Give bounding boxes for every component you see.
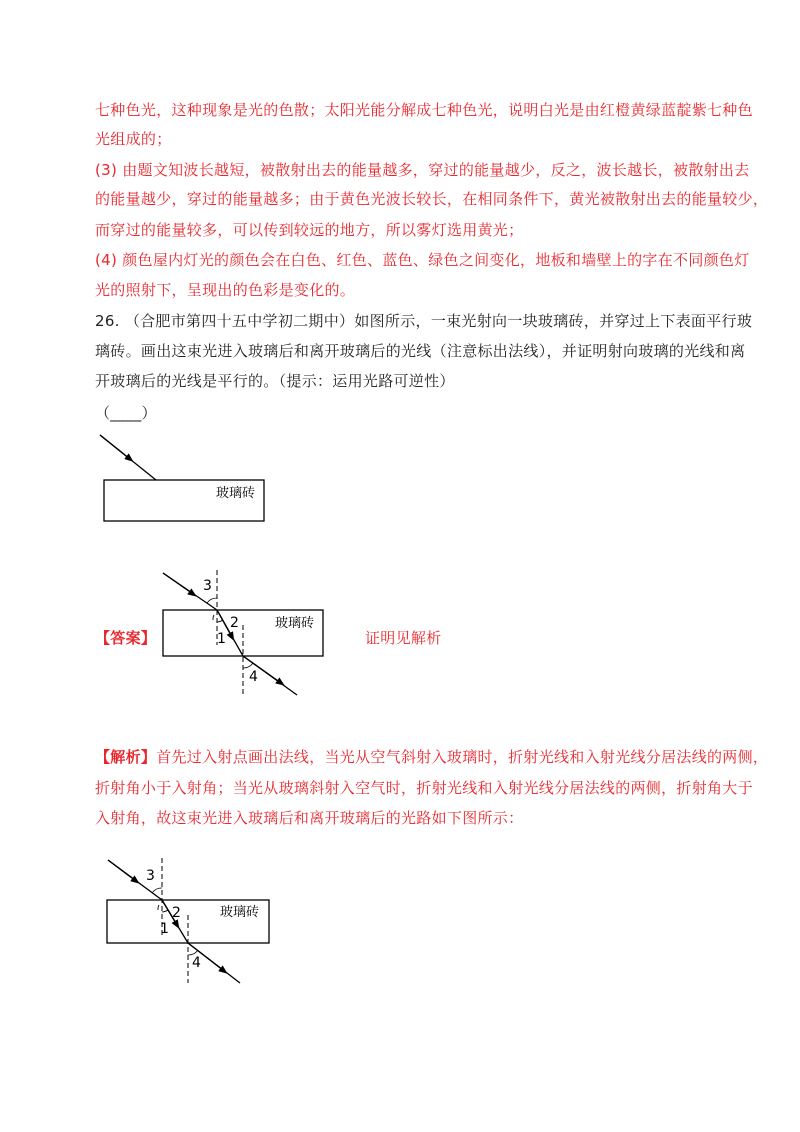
analysis-label: 【解析】 <box>95 748 157 766</box>
answer-note: 证明见解析 <box>365 629 442 647</box>
angle-label-4: 4 <box>192 955 201 971</box>
angle-arc-3 <box>207 598 217 603</box>
analysis-line-3: 入射角，故这束光进入玻璃后和离开玻璃后的光路如下图所示： <box>95 809 524 827</box>
answer-figure <box>155 565 335 705</box>
analysis-figure <box>100 855 280 990</box>
analysis-line-2: 折射角小于入射角；当光从玻璃斜射入空气时，折射光线和入射光线分居法线的两侧，折射角大于 <box>95 779 753 797</box>
analysis-line-1 <box>95 747 768 767</box>
incident-ray-arrow <box>108 860 136 881</box>
question-blank: （____） <box>95 404 157 422</box>
explanation-line-2: 光组成的； <box>95 130 172 148</box>
answer-label: 【答案】 <box>95 629 157 647</box>
angle-arc-3 <box>152 888 162 893</box>
angle-label-3: 3 <box>146 868 155 884</box>
angle-label-1: 1 <box>160 921 169 937</box>
question-line-2: 璃砖。画出这束光进入玻璃后和离开玻璃后的光线（注意标出法线），并证明射向玻璃的光线和离 <box>95 342 746 360</box>
angle-arc-2 <box>162 910 168 912</box>
angle-label-2: 2 <box>172 905 181 921</box>
explanation-line-5: 而穿过的能量较多，可以传到较远的地方，所以雾灯选用黄光； <box>95 221 524 239</box>
angle-label-2: 2 <box>230 615 239 631</box>
explanation-line-7: 光的照射下，呈现出的色彩是变化的。 <box>95 281 356 299</box>
question-line-3: 开玻璃后的光线是平行的。（提示：运用光路可逆性） <box>95 372 455 390</box>
incident-ray-arrow <box>163 573 193 594</box>
angle-arc-1 <box>158 905 159 910</box>
explanation-line-1: 七种色光，这种现象是光的色散；太阳光能分解成七种色光，说明白光是由红橙黄绿蓝靛紫七种色 <box>95 101 753 119</box>
angle-arc-2 <box>217 620 223 622</box>
explanation-line-3: (3) 由题文知波长越短，被散射出去的能量越多，穿过的能量越少，反之，波长越长，被散射出去 <box>95 161 750 179</box>
angle-label-1: 1 <box>217 631 226 647</box>
glass-brick-label: 玻璃砖 <box>216 486 256 501</box>
question-figure <box>90 430 280 530</box>
angle-label-4: 4 <box>249 669 258 685</box>
angle-label-3: 3 <box>203 578 212 594</box>
analysis-first-line: 首先过入射点画出法线，当光从空气斜射入玻璃时，折射光线和入射光线分居法线的两侧， <box>156 748 769 766</box>
explanation-line-6: (4) 颜色屋内灯光的颜色会在白色、红色、蓝色、绿色之间变化，地板和墙壁上的字在不同颜色灯 <box>95 251 750 269</box>
angle-arc-4 <box>243 663 253 668</box>
glass-brick-label: 玻璃砖 <box>220 905 260 920</box>
incident-ray-arrow <box>100 435 130 459</box>
explanation-line-4: 的能量越少，穿过的能量越多；由于黄色光波长较长，在相同条件下，黄光被散射出去的能量较少， <box>95 190 769 208</box>
glass-brick-label: 玻璃砖 <box>275 616 315 631</box>
question-line-1: 26. （合肥市第四十五中学初二期中）如图所示，一束光射向一块玻璃砖，并穿过上下表面平行玻 <box>95 312 753 330</box>
angle-arc-1 <box>213 615 214 620</box>
